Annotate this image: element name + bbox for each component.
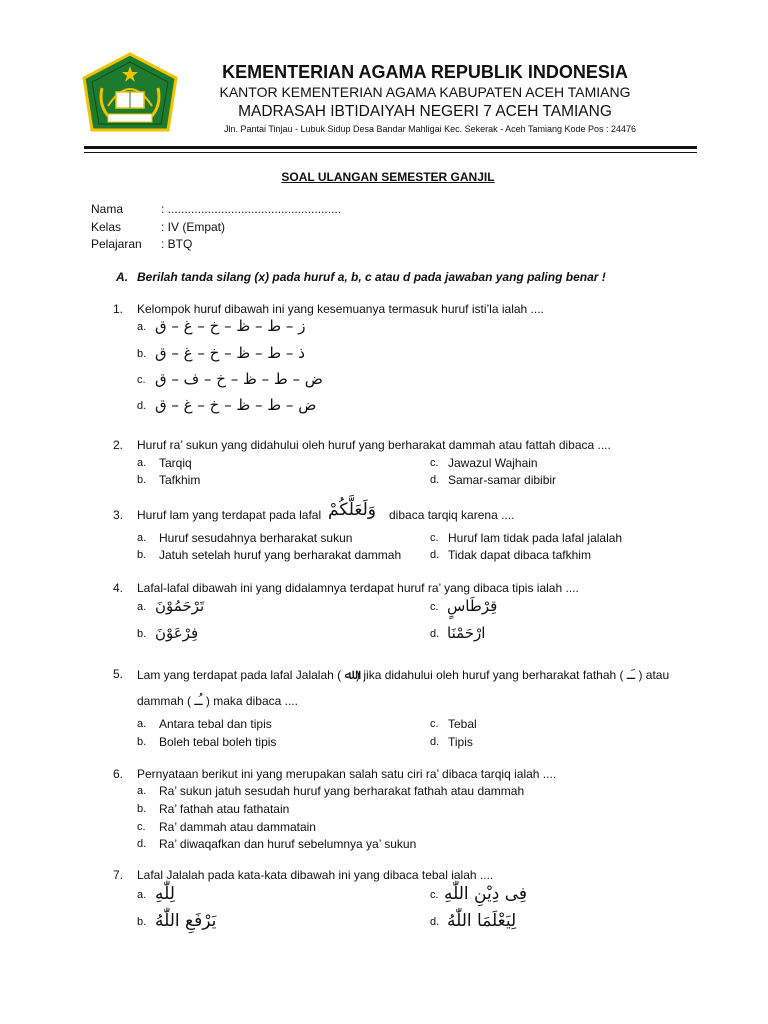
exam-title: SOAL ULANGAN SEMESTER GANJIL	[281, 170, 495, 184]
option-label[interactable]: b.	[137, 474, 147, 486]
question-text: Lafal-lafal dibawah ini yang didalamnya terdapat huruf ra’ yang dibaca tipis ialah ....	[137, 581, 579, 595]
option-label[interactable]: a.	[137, 601, 147, 613]
option-label[interactable]: b.	[137, 549, 147, 561]
option-text[interactable]: Tebal	[448, 717, 477, 731]
option-label[interactable]: c.	[430, 457, 439, 469]
option-arabic[interactable]: لِيَعْلَمَا اللّٰهُ	[447, 911, 517, 931]
option-text[interactable]: Jatuh setelah huruf yang berharakat dammah	[159, 548, 402, 562]
option-text[interactable]: Tafkhim	[159, 473, 201, 487]
option-label[interactable]: a.	[137, 457, 147, 469]
ministry-heading: KEMENTERIAN AGAMA REPUBLIK INDONESIA	[222, 62, 628, 82]
question-text: Lafal Jalalah pada kata-kata dibawah ini yang dibaca tebal ialah ....	[137, 868, 494, 882]
option-label[interactable]: d.	[137, 400, 147, 412]
pelajaran-value: : BTQ	[161, 237, 193, 251]
question-text-start: Huruf lam yang terdapat pada lafal	[137, 508, 322, 522]
q5-text-b: ) jika didahului oleh huruf yang berharakat fathah (	[356, 668, 624, 682]
option-arabic[interactable]: يَرْفَعِ اللّٰهُ	[155, 911, 217, 931]
jalalah-glyph: ﷲ	[344, 667, 353, 683]
option-text[interactable]: Ra’ diwaqafkan dan huruf sebelumnya ya’ sukun	[159, 837, 417, 851]
option-arabic[interactable]: ارْحَمْنَا	[447, 624, 486, 642]
school-heading: MADRASAH IBTIDAIYAH NEGERI 7 ACEH TAMIANG	[238, 103, 612, 120]
question-arabic-word: وَلَعَلَّكُمْ	[328, 500, 376, 520]
option-label[interactable]: d.	[430, 916, 440, 928]
option-label[interactable]: b.	[137, 348, 147, 360]
kemenag-logo	[80, 52, 180, 140]
question-text-line2	[137, 693, 298, 709]
q5-text-d: dammah (	[137, 694, 192, 708]
option-label[interactable]: b.	[137, 803, 147, 815]
option-arabic[interactable]: تَرْحَمُوْنَ	[155, 597, 205, 615]
section-letter: A.	[116, 270, 128, 284]
school-address: Jln. Pantai Tinjau - Lubuk Sidup Desa Bandar Mahligai Kec. Sekerak - Aceh Tamiang Kode Pos : 24476	[223, 124, 637, 134]
option-text[interactable]: Ra’ dammah atau dammatain	[159, 820, 316, 834]
option-label[interactable]: d.	[430, 549, 440, 561]
option-label[interactable]: b.	[137, 628, 147, 640]
question-number: 4.	[113, 581, 124, 595]
nama-label: Nama	[91, 202, 124, 216]
option-label[interactable]: c.	[137, 821, 146, 833]
option-arabic[interactable]: فِى دِيْنِ اللّٰهِ	[444, 884, 527, 904]
option-label[interactable]: a.	[137, 718, 147, 730]
question-number: 1.	[113, 302, 124, 316]
question-number: 7.	[113, 868, 124, 882]
section-instruction: Berilah tanda silang (x) pada huruf a, b, c atau d pada jawaban yang paling benar !	[137, 270, 606, 284]
option-label[interactable]: c.	[137, 374, 146, 386]
option-label[interactable]: b.	[137, 916, 147, 928]
q5-text-c: ) atau	[638, 668, 670, 682]
option-arabic[interactable]: فِرْعَوْنَ	[155, 624, 199, 642]
option-arabic[interactable]: ز – ط – ظ – خ – غ – ق	[155, 317, 306, 335]
option-label[interactable]: c.	[430, 718, 439, 730]
option-label[interactable]: a.	[137, 889, 147, 901]
option-text[interactable]: Huruf lam tidak pada lafal jalalah	[448, 531, 623, 545]
option-arabic[interactable]: ض – ط – ظ – خ – ف – ق	[155, 370, 323, 388]
q5-text-e: ) maka dibaca ....	[205, 694, 298, 708]
option-label[interactable]: a.	[137, 532, 147, 544]
option-arabic[interactable]: ض – ط – ظ – خ – غ – ق	[155, 396, 317, 414]
question-text-end: dibaca tarqiq karena ....	[389, 508, 515, 522]
option-text[interactable]: Tidak dapat dibaca tafkhim	[448, 548, 591, 562]
option-text[interactable]: Ra’ fathah atau fathatain	[159, 802, 290, 816]
option-label[interactable]: b.	[137, 736, 147, 748]
option-label[interactable]: d.	[137, 838, 147, 850]
option-label[interactable]: a.	[137, 321, 147, 333]
option-arabic[interactable]: قِرْطَاسٍ	[447, 597, 498, 615]
kelas-label: Kelas	[91, 220, 122, 234]
question-number: 2.	[113, 438, 124, 452]
fathah-glyph: ـَـ	[626, 667, 636, 683]
option-text[interactable]: Huruf sesudahnya berharakat sukun	[159, 531, 353, 545]
option-label[interactable]: d.	[430, 736, 440, 748]
option-text[interactable]: Tipis	[448, 735, 473, 749]
option-arabic[interactable]: لِلّٰهِ	[155, 884, 175, 904]
kelas-value: : IV (Empat)	[161, 220, 226, 234]
option-text[interactable]: Tarqiq	[159, 456, 192, 470]
option-label[interactable]: a.	[137, 785, 147, 797]
question-text: Pernyataan berikut ini yang merupakan salah satu ciri ra’ dibaca tarqiq ialah ....	[137, 767, 557, 781]
option-text[interactable]: Jawazul Wajhain	[448, 456, 538, 470]
question-number: 5.	[113, 667, 124, 681]
option-label[interactable]: c.	[430, 601, 439, 613]
question-number: 3.	[113, 508, 124, 522]
header-divider-thin	[84, 152, 697, 153]
option-text[interactable]: Antara tebal dan tipis	[159, 717, 272, 731]
option-text[interactable]: Boleh tebal boleh tipis	[159, 735, 277, 749]
option-label[interactable]: c.	[430, 532, 439, 544]
option-text[interactable]: Samar-samar dibibir	[448, 473, 557, 487]
option-label[interactable]: c.	[430, 889, 439, 901]
header-divider-thick	[84, 146, 697, 149]
question-text-line1	[137, 667, 669, 683]
question-text: Huruf ra’ sukun yang didahului oleh huruf yang berharakat dammah atau fattah dibaca ....	[137, 438, 611, 452]
office-heading: KANTOR KEMENTERIAN AGAMA KABUPATEN ACEH TAMIANG	[219, 84, 631, 100]
q5-text-a: Lam yang terdapat pada lafal Jalalah (	[137, 668, 342, 682]
pelajaran-label: Pelajaran	[91, 237, 142, 251]
nama-field[interactable]: : ....................................................	[161, 202, 342, 216]
option-text[interactable]: Ra’ sukun jatuh sesudah huruf yang berharakat fathah atau dammah	[159, 784, 525, 798]
question-number: 6.	[113, 767, 124, 781]
option-arabic[interactable]: ذ – ط – ظ – خ – غ – ق	[155, 344, 305, 362]
question-text: Kelompok huruf dibawah ini yang kesemuanya termasuk huruf isti’la ialah ....	[137, 302, 544, 316]
option-label[interactable]: d.	[430, 474, 440, 486]
dammah-glyph: ـُـ	[194, 693, 203, 709]
option-label[interactable]: d.	[430, 628, 440, 640]
